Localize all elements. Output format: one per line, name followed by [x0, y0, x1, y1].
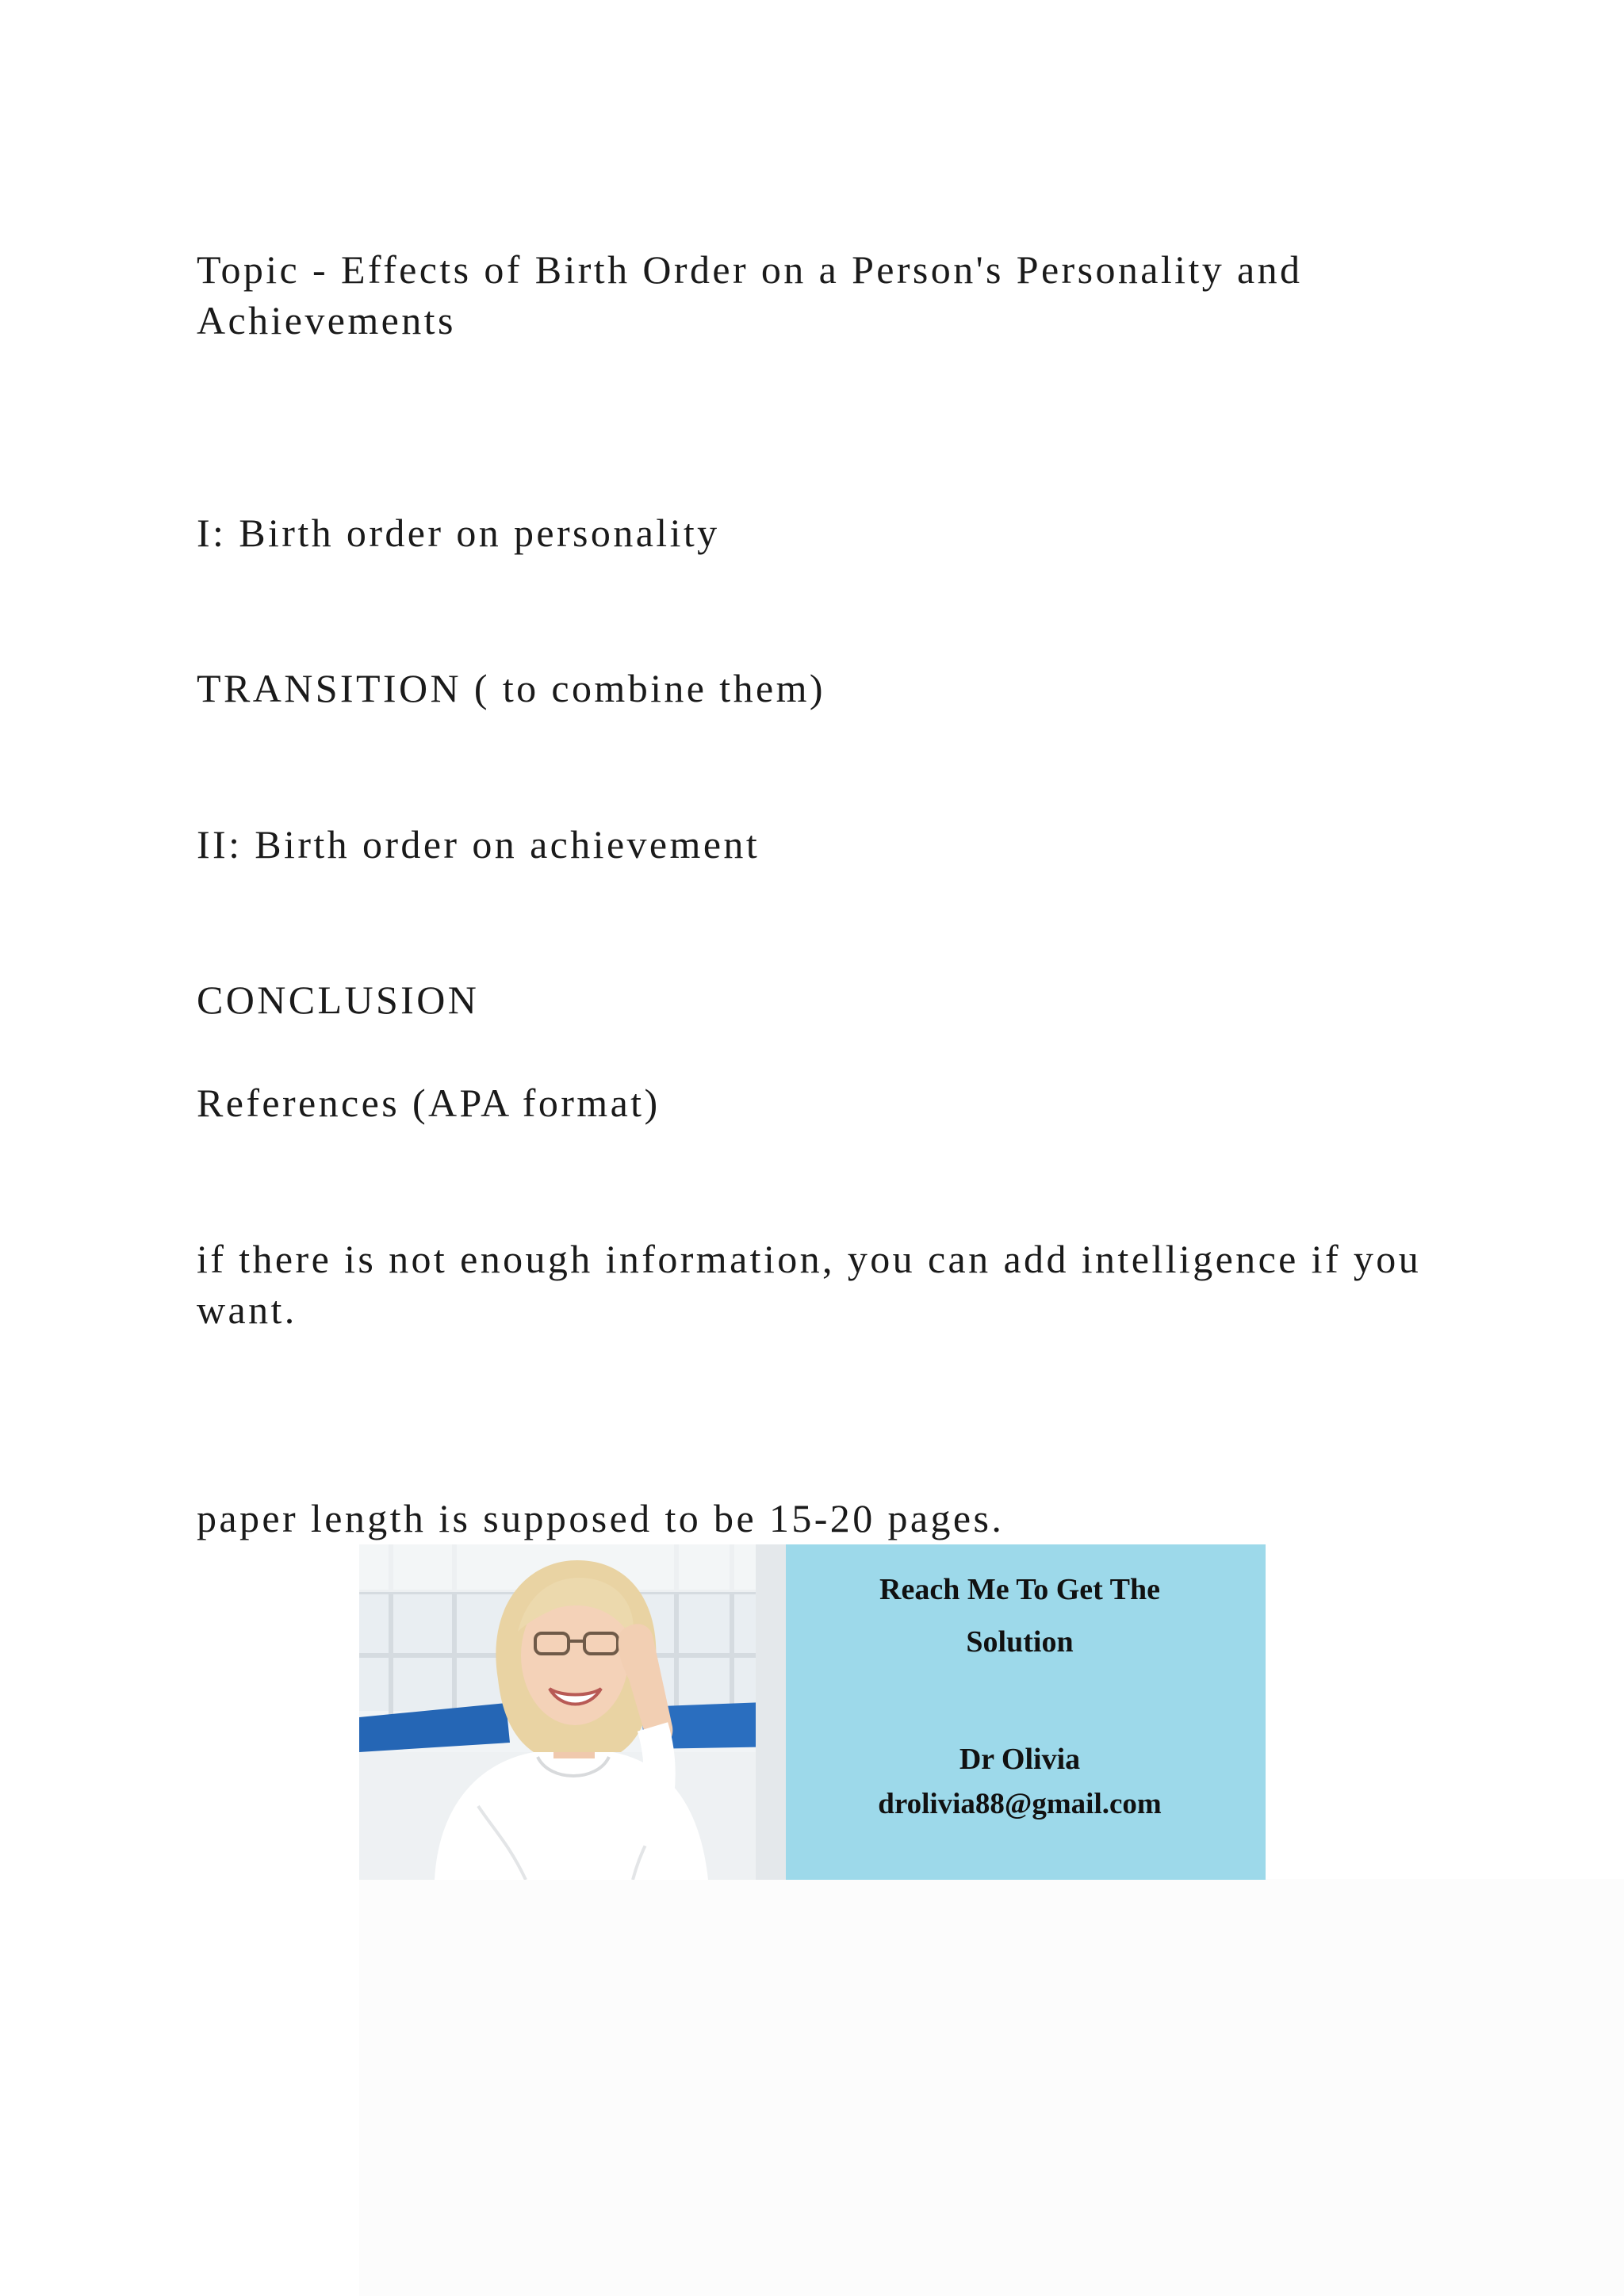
- section-one-heading: I: Birth order on personality: [197, 511, 720, 555]
- promo-banner: [359, 1544, 1266, 1880]
- contact-name: Dr Olivia: [959, 1743, 1081, 1776]
- instruction-note: if there is not enough information, you can add intelligence if you want.: [197, 1237, 1422, 1332]
- conclusion-heading: CONCLUSION: [197, 978, 480, 1022]
- contact-email[interactable]: drolivia88@gmail.com: [878, 1788, 1162, 1820]
- section-two-heading: II: Birth order on achievement: [197, 822, 760, 867]
- smiling-woman-photo: [359, 1544, 786, 1880]
- contact-panel: [786, 1544, 1266, 1880]
- promo-headline: Reach Me To Get The: [879, 1573, 1160, 1606]
- blank-lower-panel: [359, 1879, 1624, 2296]
- transition-heading: TRANSITION ( to combine them): [197, 666, 825, 710]
- document-title: Topic - Effects of Birth Order on a Person's Personality and Achievements: [197, 247, 1303, 342]
- references-heading: References (APA format): [197, 1081, 661, 1125]
- promo-headline-continued: Solution: [966, 1625, 1074, 1659]
- paper-length-note: paper length is supposed to be 15-20 pages.: [197, 1496, 1005, 1540]
